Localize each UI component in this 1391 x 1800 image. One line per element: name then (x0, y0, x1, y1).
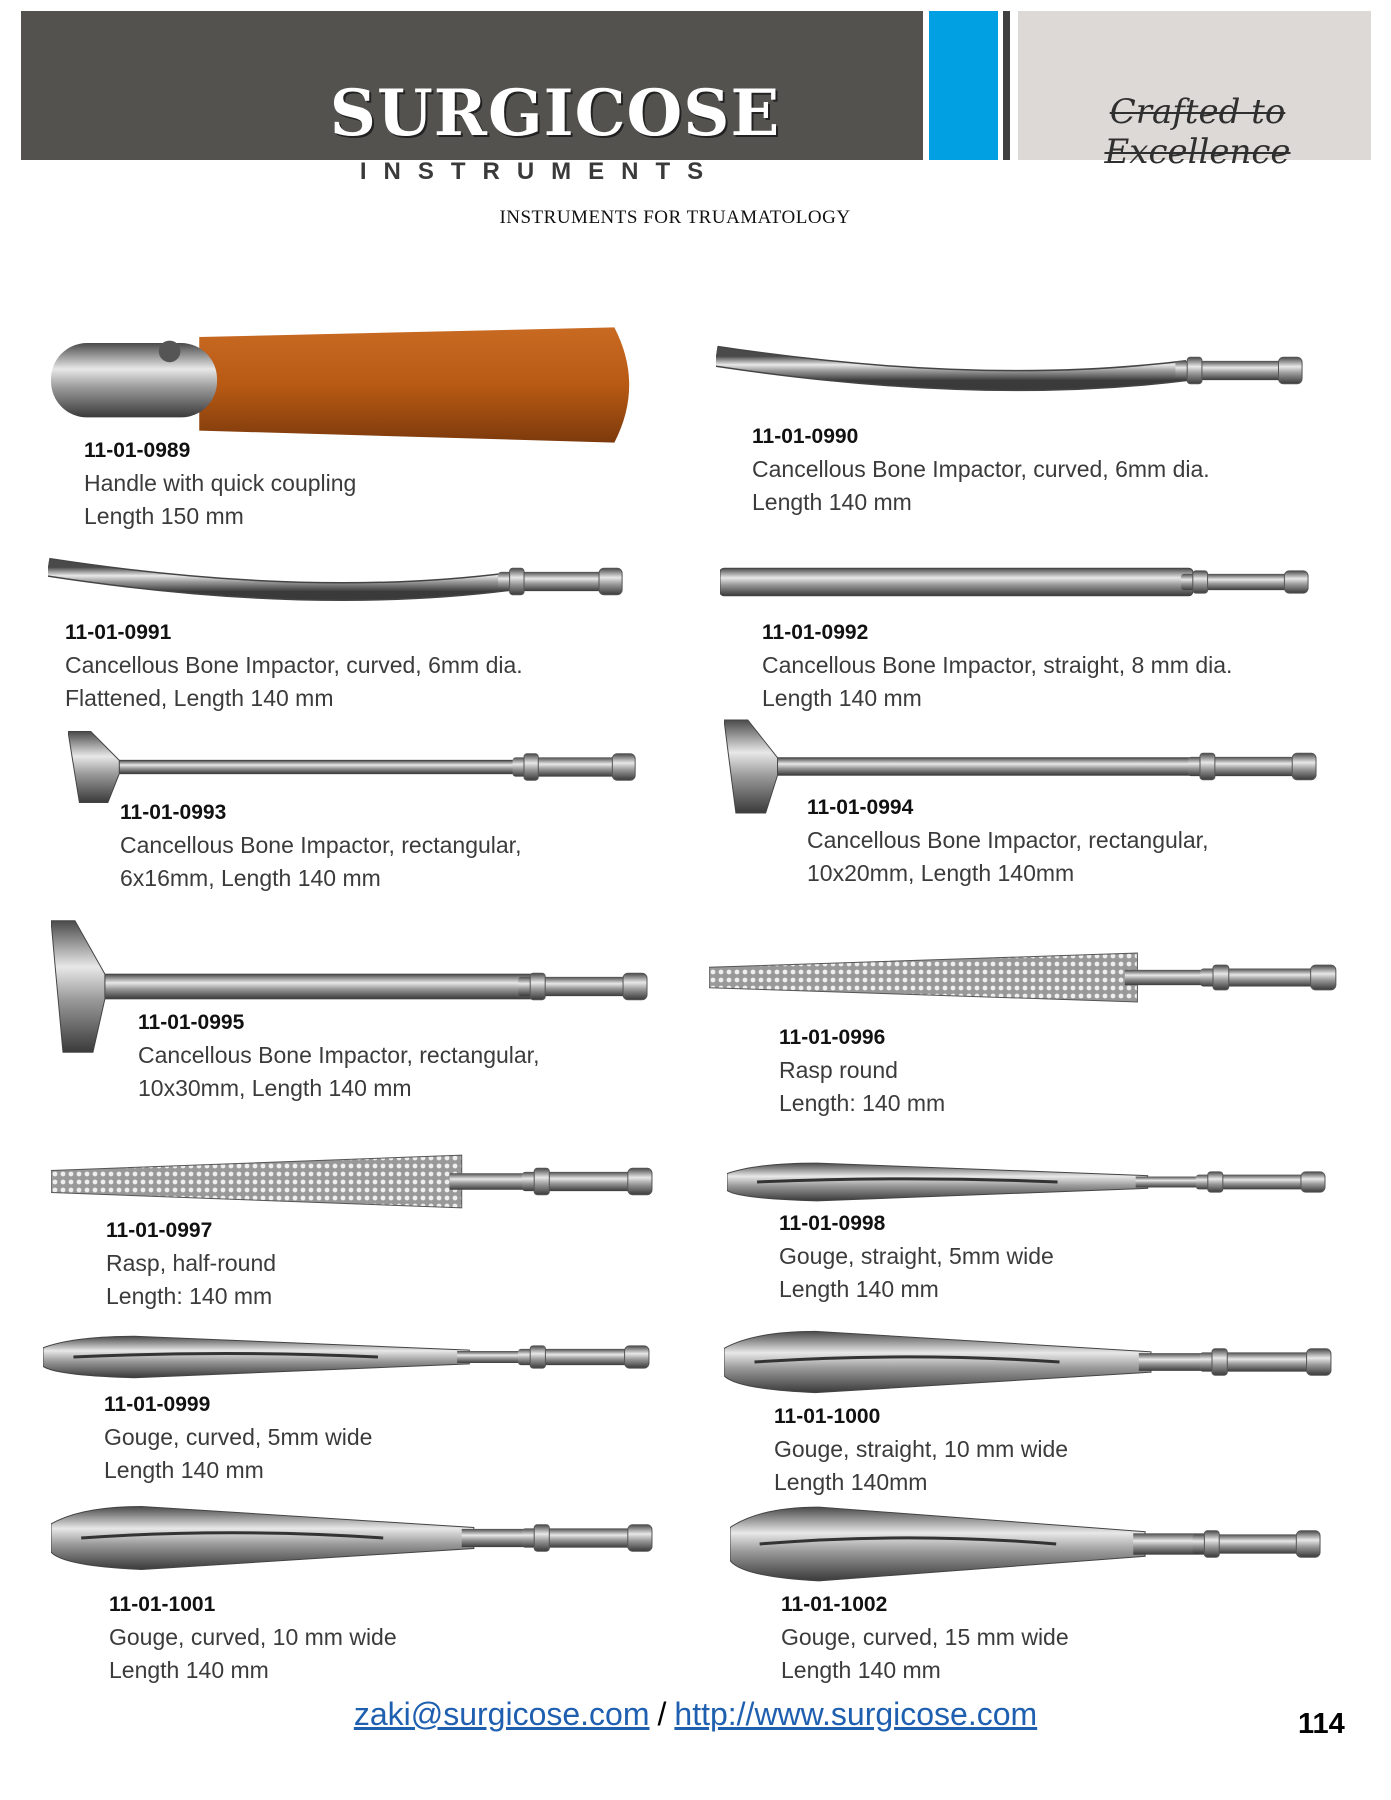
product-description: Gouge, straight, 10 mm wide (774, 1436, 1069, 1462)
product-length: Length 140 mm (762, 685, 922, 711)
product-code: 11-01-1000 (774, 1405, 881, 1428)
footer-separator: / (657, 1696, 667, 1732)
product-code: 11-01-0991 (65, 621, 172, 644)
half-round-rasp-icon (51, 1154, 655, 1209)
product-length: Length 140 mm (781, 1657, 941, 1683)
product-entry (104, 1388, 372, 1487)
product-length: 6x16mm, Length 140 mm (120, 865, 381, 891)
page-subtitle: INSTRUMENTS FOR TRUAMATOLOGY (499, 207, 851, 228)
product-description: Cancellous Bone Impactor, straight, 8 mm dia. (762, 652, 1233, 678)
product-code: 11-01-0996 (779, 1026, 886, 1049)
product-description: Cancellous Bone Impactor, curved, 6mm dia. (65, 652, 523, 678)
gouge-icon (51, 1503, 655, 1573)
product-length: Length 140 mm (752, 489, 912, 515)
product-entry (106, 1214, 276, 1313)
website-link[interactable]: http://www.surgicose.com (674, 1696, 1038, 1732)
product-description: Rasp, half-round (106, 1250, 277, 1276)
product-code: 11-01-0995 (138, 1011, 245, 1034)
product-entry (752, 420, 1210, 519)
product-code: 11-01-0999 (104, 1393, 211, 1416)
gouge-icon (730, 1503, 1323, 1585)
product-code: 11-01-0994 (807, 796, 914, 819)
product-code: 11-01-0989 (84, 439, 191, 462)
flattened-impactor-icon (48, 553, 625, 610)
product-description: Gouge, curved, 10 mm wide (109, 1624, 397, 1650)
product-length: Length 140mm (774, 1469, 928, 1495)
product-entry (779, 1207, 1054, 1306)
product-code: 11-01-1002 (781, 1593, 888, 1616)
product-description: Cancellous Bone Impactor, rectangular, (120, 832, 522, 858)
product-code: 11-01-0993 (120, 801, 227, 824)
product-entry (120, 796, 521, 895)
product-description: Cancellous Bone Impactor, rectangular, (807, 827, 1209, 853)
brand-subtitle: INSTRUMENTS (359, 158, 721, 185)
product-entry (84, 434, 356, 533)
page-number: 114 (1298, 1708, 1345, 1740)
footer-contacts (0, 1696, 1391, 1733)
tagline: Crafted to Excellence (1104, 92, 1291, 172)
product-code: 11-01-1001 (109, 1593, 216, 1616)
product-entry (65, 616, 523, 715)
brand-logo: SURGICOSE (329, 76, 781, 151)
product-code: 11-01-0998 (779, 1212, 886, 1235)
product-length: 10x20mm, Length 140mm (807, 860, 1075, 886)
gouge-icon (43, 1334, 652, 1380)
product-entry (774, 1400, 1068, 1499)
product-length: 10x30mm, Length 140 mm (138, 1075, 412, 1101)
product-description: Handle with quick coupling (84, 470, 357, 496)
product-entry (781, 1588, 1069, 1687)
product-description: Cancellous Bone Impactor, curved, 6mm dia. (752, 456, 1210, 482)
product-entry (807, 791, 1208, 890)
product-length: Flattened, Length 140 mm (65, 685, 334, 711)
product-description: Gouge, curved, 5mm wide (104, 1424, 373, 1450)
round-rasp-icon (709, 952, 1339, 1003)
product-length: Length: 140 mm (779, 1090, 946, 1116)
product-entry (109, 1588, 397, 1687)
product-description: Gouge, straight, 5mm wide (779, 1243, 1054, 1269)
product-length: Length 150 mm (84, 503, 244, 529)
straight-impactor-icon (720, 559, 1311, 605)
gouge-icon (727, 1161, 1328, 1203)
header-divider (1003, 11, 1010, 160)
product-code: 11-01-0997 (106, 1219, 213, 1242)
product-length: Length 140 mm (779, 1276, 939, 1302)
gouge-icon (724, 1328, 1334, 1396)
handle-icon (51, 325, 644, 445)
product-entry (779, 1021, 945, 1120)
product-entry (762, 616, 1232, 715)
product-entry (138, 1006, 539, 1105)
product-code: 11-01-0990 (752, 425, 859, 448)
product-description: Rasp round (779, 1057, 898, 1083)
product-code: 11-01-0992 (762, 621, 869, 644)
rectangular-impactor-icon (68, 730, 638, 804)
product-length: Length: 140 mm (106, 1283, 273, 1309)
product-description: Gouge, curved, 15 mm wide (781, 1624, 1069, 1650)
header-banner-blue-stripe (929, 11, 998, 160)
product-length: Length 140 mm (109, 1657, 269, 1683)
product-length: Length 140 mm (104, 1457, 264, 1483)
curved-impactor-icon (716, 342, 1305, 399)
product-description: Cancellous Bone Impactor, rectangular, (138, 1042, 540, 1068)
email-link[interactable]: zaki@surgicose.com (353, 1696, 650, 1732)
